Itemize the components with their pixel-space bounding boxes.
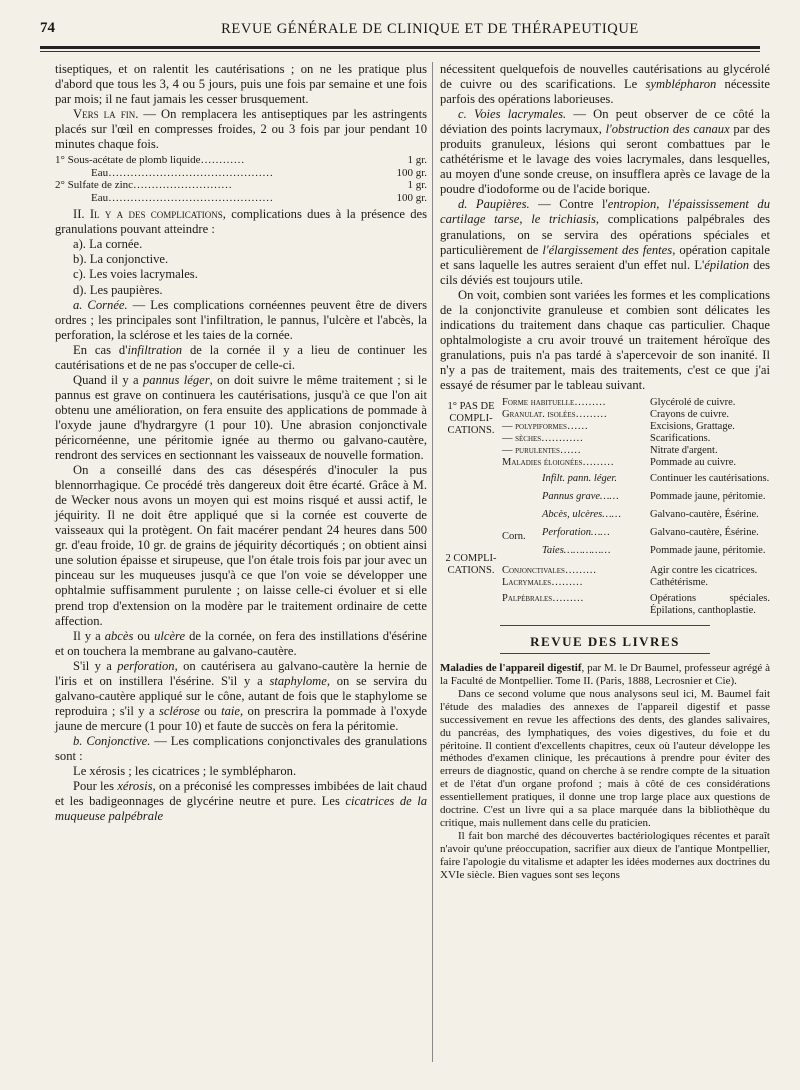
table-row [502, 409, 770, 421]
text: , on doit suivre le même traitement ; si le pannus est grave on continuera les cautérisations, jusqu'à ce que l'on ait obtenu une amélioration, on fera ensuite des applications de pommade à l'oxyde jaune d'hydrargyre (1 pour 10). Une abrasion conjonctivale péricornéenne, une péritomie ignée au thermo ou galvano-cautère, rendront des services en sectionnant les vaisseaux de nouvelle formation. [55, 372, 427, 463]
text: , on a préconisé les compresses imbibées de lait chaud et les badigeonnages de glycérine neutre et pure. Les [55, 779, 428, 809]
paragraph [55, 779, 427, 824]
ingredient: 2° Sulfate de zinc……………………… [55, 179, 233, 192]
treatment: Crayons de cuivre. [650, 409, 730, 421]
book-entry [440, 662, 770, 688]
paragraph [55, 343, 427, 373]
group-body [502, 397, 770, 469]
run-in-heading: Vers la fin. [73, 107, 139, 122]
table-row [502, 421, 770, 433]
table-row [502, 565, 770, 577]
term: staphylome [269, 673, 327, 688]
treatment: Cathétérisme. [650, 577, 709, 589]
left-column [55, 62, 427, 824]
text: ou [133, 628, 155, 643]
paragraph: Dans ce second volume que nous analysons seul ici, M. Baumel fait l'étude des maladies des annexes de l'appareil digestif et passe successivement en revue les affections des dents, des glandes salivaires, du pancréas, des lymphatiques, des voies digestives, du foie et du péritoine. Il contient d'excellents chapitres, ceux où l'auteur développe les méthodes d'examen clinique, les précautions à prendre pour éviter des erreurs de diagnostic, quand on cherche à se rendre compte de la situation et de l'état d'un organe profond ; mais à côté de ces considérations essentiellement pratiques, il donne une trop large place aux questions de doctrine. C'est un livre qui a sa place marquée dans la bibliothèque du critique, mais nullement dans celle du praticien. [440, 687, 770, 829]
table-row [502, 577, 770, 589]
text: nécessitent quelquefois de nouvelles cautérisations au glycérolé de cuivre ou des scarifications. Le [440, 62, 770, 92]
table-group-complications [440, 473, 770, 617]
text: , opération capitale et sans laquelle les autres seraient d'un effet nul. L' [440, 242, 771, 272]
prescription-row [55, 154, 427, 167]
condition: Conjonctivales……… [502, 565, 597, 577]
section-title: REVUE DES LIVRES [530, 634, 680, 650]
text: — Les complications cornéennes peuvent être de divers ordres ; les principales sont l'infiltration, le pannus, l'ulcère et l'abcès, la perforation, la sclérose et les taies de la cornée. [55, 297, 427, 342]
condition: Infilt. pann. léger. [542, 473, 617, 485]
condition: Lacrymales……… [502, 577, 583, 589]
table-row [502, 397, 770, 409]
text: — On peut observer de ce côté la déviation des points lacrymaux, [440, 107, 770, 137]
paragraph [55, 298, 427, 343]
quantity: 1 gr. [407, 179, 427, 192]
paragraph [440, 62, 770, 107]
paragraph [55, 207, 427, 237]
table-row [542, 527, 770, 539]
term: cicatrices de la muqueuse palpébrale [55, 794, 427, 824]
list-item: b). La conjonctive. [73, 252, 169, 267]
term: sclérose [158, 703, 200, 718]
paragraph [55, 629, 427, 659]
text: Quand il y a [73, 372, 143, 387]
list-item: a). La cornée. [73, 237, 143, 252]
group-body [502, 473, 770, 617]
table-row [502, 445, 770, 457]
prescription-row [55, 167, 427, 180]
text: , on prescrira la pommade à l'oxyde jaune de mercure (1 pour 10) et faute de succès on fera la péritomie. [55, 703, 428, 733]
paragraph: Il fait bon marché des découvertes bactériologiques récentes et paraît n'avoir qu'une préoccupation, sacrifier aux dieux de l'antique Montpellier, faire l'apologie du vitalisme et adapter les idées modernes aux doctrines du XVIe siècle. Bien vagues sont ses leçons [440, 829, 770, 881]
condition: Perforation…… [542, 527, 610, 539]
subheading: a. Cornée. [73, 297, 128, 312]
table-row [502, 593, 770, 617]
term: pannus léger [142, 372, 210, 387]
term: infiltration [127, 342, 183, 357]
text: Il y a [73, 628, 105, 643]
section-number: II. [73, 207, 85, 222]
treatment: Scarifications. [650, 433, 711, 445]
book-citation: , par M. le Dr Baumel, professeur agrégé à la Faculté de Montpellier. Tome II. (Paris, 1888, Lecrosnier et Cie). [440, 662, 770, 687]
condition: Pannus grave…… [542, 491, 619, 503]
condition: Palpébrales……… [502, 593, 584, 605]
term: perforation [117, 658, 175, 673]
paragraph [55, 107, 427, 152]
table-row [502, 457, 770, 469]
ingredient: Eau……………………………………… [91, 166, 274, 179]
prescription-row [55, 179, 427, 192]
table-row [542, 473, 770, 485]
text: nécessite parfois des opérations laborieuses. [440, 77, 770, 107]
column-separator [432, 62, 433, 1062]
condition: — purulentes…… [502, 445, 581, 457]
text: , on se servira du galvano-cautère appliqué sur le cône, autant de fois que le staphylome se reproduira ; s'il y a [55, 673, 427, 718]
page-number: 74 [40, 20, 55, 36]
group-label: 2 COMPLI-CATIONS. [445, 553, 497, 577]
cornea-subgroup [502, 473, 770, 557]
treatment: Pommade jaune, péritomie. [650, 491, 766, 503]
treatment: Excisions, Grattage. [650, 421, 735, 433]
term: xérosis [117, 779, 153, 794]
treatment: Agir contre les cicatrices. [650, 565, 758, 577]
running-header [40, 18, 760, 44]
list-item: c). Les voies lacrymales. [73, 267, 198, 282]
paragraph: On a conseillé dans des cas désespérés d'inoculer la pus blennorrhagique. Ce procédé très dangereux doit être écarté. Grâce à M. de Wecker nous avons un moyen qui est moins risqué et aussi actif, le jéquirity. Il ne doit être appliqué que si la cornée est couverte de vaisseaux qui la protègent. On fait macérer pendant 24 heures dans 500 gr. d'eau froide, 10 gr. de grains de jéquirity décortiqués ; on obtient ainsi une solution épaisse et sirupeuse, que l'on étale trois fois par jour avec un pinceau sur les muqueuses jusqu'à ce que l'on voie se développer une ophtalmie suffisamment purulente ; on laisse celle-ci évoluer et si elle prend trop d'extension on la modère par le traitement ordinaire de cette affection. [55, 463, 427, 628]
header-rule-thin [40, 51, 760, 52]
quantity: 100 gr. [396, 166, 427, 179]
treatment: Nitrate d'argent. [650, 445, 718, 457]
treatment: Glycérolé de cuivre. [650, 397, 736, 409]
header-rule-thick [40, 46, 760, 49]
book-title: Maladies de l'appareil digestif [440, 662, 582, 675]
section-heading: Il y a des complications [89, 207, 223, 222]
treatment: Pommade au cuivre. [650, 457, 737, 469]
subheading: c. Voies lacrymales. [458, 107, 567, 122]
table-row [542, 509, 770, 521]
term: symblépharon [645, 77, 717, 92]
paragraph [55, 734, 427, 764]
ingredient: 1° Sous-acétate de plomb liquide………… [55, 154, 245, 167]
text: En cas d' [73, 342, 128, 357]
text: de la cornée, on fera des instillations d'ésérine et on touchera la membrane au galvano-cautère. [55, 628, 427, 658]
paragraph [440, 197, 770, 287]
condition: Taies…………… [542, 545, 611, 557]
text: — Contre l' [529, 197, 608, 212]
paragraph [55, 373, 427, 463]
ingredient: Eau……………………………………… [91, 191, 274, 204]
text: S'il y a [73, 658, 118, 673]
paragraph: Le xérosis ; les cicatrices ; le symblépharon. [73, 764, 297, 779]
treatment: Continuer les cautérisations. [650, 473, 770, 485]
right-column [440, 62, 770, 881]
term: entropion, l'épaississement du cartilage tarse, le trichiasis [440, 197, 770, 227]
term: abcès [104, 628, 134, 643]
subgroup-label: Corn. [502, 531, 526, 543]
term: ulcère [154, 628, 186, 643]
treatment: Opérations spéciales. Épilations, canthoplastie. [650, 593, 770, 617]
prescription [55, 154, 427, 204]
paragraph [440, 107, 770, 197]
text: Pour les [73, 779, 118, 794]
paragraph: On voit, combien sont variées les formes et les complications de la conjonctivite granuleuse et combien sont délicates les indications du traitement dans chaque cas particulier. Chaque ophtalmologiste a cru avoir trouvé un traitement héroïque des granulations, puis n'a pas tardé à s'apercevoir de son inanité. Il n'y a pas de traitement, mais des traitements, c'est ce que j'ai essayé de résumer par le tableau suivant. [440, 287, 770, 392]
list-item: d). Les paupières. [73, 282, 163, 297]
term: taie [221, 703, 241, 718]
table-row [542, 545, 770, 557]
text: ou [199, 703, 222, 718]
condition: — polypiformes…… [502, 421, 588, 433]
subheading: b. Conjonctive. [73, 733, 151, 748]
condition: — sèches………… [502, 433, 584, 445]
section-rule [500, 625, 710, 626]
treatment-table [440, 397, 770, 617]
condition: Maladies éloignées……… [502, 457, 614, 469]
text: , complications dues à la présence des granulations pouvant atteindre : [55, 207, 427, 237]
paragraph [55, 659, 427, 734]
prescription-row [55, 192, 427, 205]
treatment: Galvano-cautère, Ésérine. [650, 509, 759, 521]
paragraph: tiseptiques, et on ralentit les cautérisations ; on ne les pratique plus d'abord que tous les 3, 4 ou 5 jours, puis une fois par semaine et une fois par mois; il ne faut jamais les cesser brusquement. [55, 62, 427, 107]
text: , complications palpébrales des granulations, on se servira des opérations spéciales et particulièrement de [440, 212, 770, 257]
subgroup-body [542, 473, 770, 557]
text: des cils déviés est toujours utile. [440, 257, 770, 287]
table-row [502, 433, 770, 445]
quantity: 1 gr. [407, 154, 427, 167]
table-group-no-complications [440, 397, 770, 469]
table-row [542, 491, 770, 503]
group-label: 1° PAS DE COMPLI-CATIONS. [447, 401, 495, 437]
text: de la cornée il y a lieu de continuer les cautérisations et de ne pas s'occuper de celle-ci. [55, 342, 427, 372]
condition: Granulat. isolées……… [502, 409, 607, 421]
section-rule [500, 653, 710, 654]
subheading: d. Paupières. [458, 197, 530, 212]
treatment: Galvano-cautère, Ésérine. [650, 527, 759, 539]
condition: Forme habituelle……… [502, 397, 606, 409]
term: épilation [704, 257, 750, 272]
journal-title: REVUE GÉNÉRALE DE CLINIQUE ET DE THÉRAPEUTIQUE [221, 21, 639, 37]
text: par des produits granuleux, lésions qui seront combattues par le cathétérisme et le lavage des voies lacrymales, dans lesquelles, au moyen d'une sonde creuse, on insufflera après ce lavage de la poudre d'iodoforme ou de l'acide borique. [440, 122, 770, 197]
term: l'élargissement des fentes [542, 242, 673, 257]
term: l'obstruction des canaux [605, 122, 730, 137]
quantity: 100 gr. [396, 191, 427, 204]
condition: Abcès, ulcères…… [542, 509, 621, 521]
text: , on cautérisera au galvano-cautère la hernie de l'iris et on instillera l'ésérine. S'il y a [55, 658, 427, 688]
treatment: Pommade jaune, péritomie. [650, 545, 766, 557]
text: — On remplacera les antiseptiques par les astringents placés sur l'œil en compresses froides, 2 ou 3 fois par jour pendant 10 minutes chaque fois. [55, 107, 427, 152]
text: — Les complications conjonctivales des granulations sont : [55, 733, 427, 763]
